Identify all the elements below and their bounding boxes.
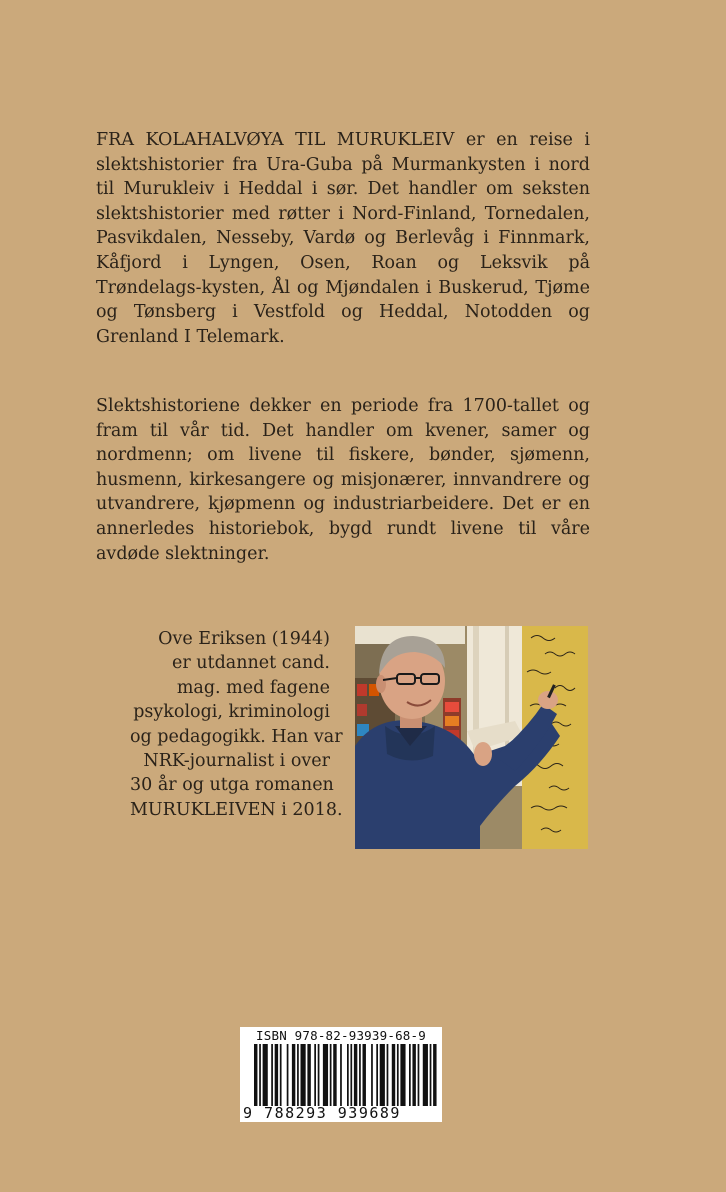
barcode-bar	[423, 1044, 428, 1106]
author-bio-line: MURUKLEIVEN i 2018.	[130, 799, 343, 820]
barcode-bar	[318, 1044, 320, 1106]
barcode-bar	[254, 1044, 257, 1106]
barcode-bar	[433, 1044, 436, 1106]
author-bio-line: 30 år og utga romanen	[130, 775, 334, 796]
barcode-bar	[387, 1044, 389, 1106]
author-bio-line: mag. med fagene	[176, 677, 330, 698]
barcode-bar	[330, 1044, 332, 1106]
barcode-bar	[376, 1044, 378, 1106]
barcode-bar	[400, 1044, 405, 1106]
barcode-bar	[280, 1044, 282, 1106]
barcode-bars	[254, 1044, 440, 1106]
barcode-bar	[323, 1044, 328, 1106]
barcode-bar	[354, 1044, 357, 1106]
description-paragraph-2: Slektshistoriene dekker en periode fra 1700-tallet og fram til vår tid. Det handler om kvener, samer og nordmenn; om livene til fiskere, bønder, sjømenn, husmenn, kirkesangere og misjonærer, innvandrere og utvandrere, kjøpmenn og industriarbeidere. Det er en annerledes historiebok, bygd rundt livene til våre avdøde slektninger.	[96, 396, 590, 564]
barcode-bar	[259, 1044, 261, 1106]
barcode-bar	[380, 1044, 385, 1106]
barcode-bar	[347, 1044, 349, 1106]
barcode-bar	[263, 1044, 268, 1106]
author-bio-line: er utdannet cand.	[172, 653, 330, 674]
author-bio-line: Ove Eriksen (1944)	[158, 629, 330, 649]
barcode-bar	[292, 1044, 295, 1106]
barcode-bar	[307, 1044, 310, 1106]
barcode-bar	[350, 1044, 352, 1106]
barcode-digits: 9 788293 939689	[243, 1104, 401, 1122]
author-bio	[130, 627, 343, 822]
author-bio-line: NRK-journalist i over	[143, 751, 330, 772]
isbn-label: ISBN 978-82-93939-68-9	[256, 1028, 426, 1043]
barcode-bar	[418, 1044, 420, 1106]
barcode-bar	[314, 1044, 316, 1106]
author-bio-line: psykologi, kriminologi	[133, 702, 330, 723]
barcode-bar	[340, 1044, 342, 1106]
author-bio-line: og pedagogikk. Han var	[130, 726, 343, 747]
isbn-barcode	[240, 1027, 442, 1122]
barcode-bar	[371, 1044, 373, 1106]
barcode-bar	[392, 1044, 395, 1106]
barcode-bar	[301, 1044, 306, 1106]
barcode-bar	[271, 1044, 273, 1106]
barcode-bar	[287, 1044, 289, 1106]
description-paragraph-1: FRA KOLAHALVØYA TIL MURUKLEIV er en reise i slektshistorier fra Ura-Guba på Murmankysten i nord til Murukleiv i Heddal i sør. Det handler om seksten slektshistorier med røtter i Nord-Finland, Tornedalen, Pasvikdalen, Nesseby, Vardø og Berlevåg i Finnmark, Kåfjord i Lyngen, Osen, Roan og Leksvik på Trøndelags-kysten, Ål og Mjøndalen i Buskerud, Tjøme og Tønsberg i Vestfold og Heddal, Notodden og Grenland I Telemark.	[96, 130, 590, 347]
barcode-bar	[359, 1044, 361, 1106]
author-photo	[355, 626, 588, 849]
barcode-bar	[333, 1044, 336, 1106]
barcode-bar	[409, 1044, 411, 1106]
barcode-bar	[363, 1044, 366, 1106]
barcode-bar	[397, 1044, 399, 1106]
barcode-bar	[412, 1044, 415, 1106]
barcode-bar	[275, 1044, 278, 1106]
barcode-bar	[430, 1044, 432, 1106]
barcode-bar	[297, 1044, 299, 1106]
